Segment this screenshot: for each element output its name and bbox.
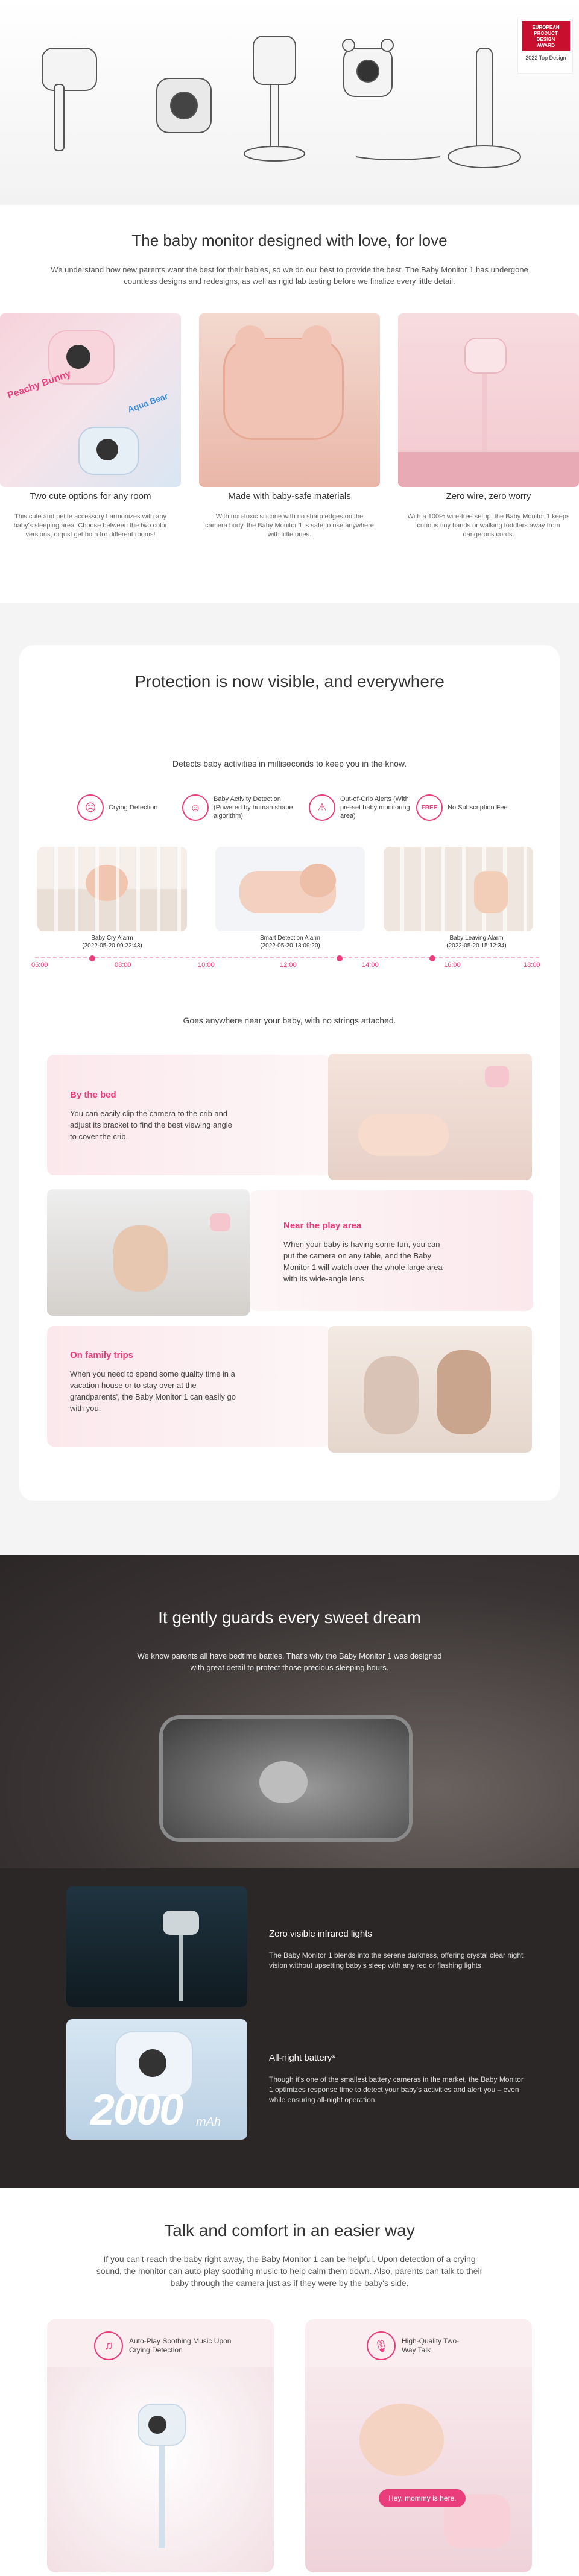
card-desc-materials: With non-toxic silicone with no sharp edges on the camera body, the Baby Monitor 1 is safe to use anywhere with little ones.	[205, 513, 374, 538]
card-desc-wire-free: With a 100% wire-free setup, the Baby Monitor 1 keeps curious tiny hands or walking toddlers away from dangerous cords.	[407, 513, 570, 538]
timeline-marker	[89, 955, 95, 961]
goes-anywhere-text: Goes anywhere near your baby, with no strings attached.	[183, 1016, 396, 1025]
feature-label: No Subscription Fee	[448, 804, 508, 811]
feature-activity	[182, 794, 303, 821]
timeline-tick: 06:00	[31, 961, 48, 969]
intro-title: The baby monitor designed with love, for love	[131, 231, 448, 250]
alert-time: (2022-05-20 15:12:34)	[446, 943, 507, 949]
timeline-tick: 14:00	[362, 961, 379, 969]
timeline-tick: 16:00	[444, 961, 461, 969]
feature-label: Baby Activity Detection (Powered by human shape algorithm)	[214, 796, 293, 820]
timeline-tick: 10:00	[198, 961, 215, 969]
talk-title: Talk and comfort in an easier way	[164, 2221, 415, 2240]
talk-feature-label	[367, 2331, 468, 2360]
cry-alarm-label	[58, 934, 166, 950]
award-line-2: PRODUCT	[534, 31, 558, 36]
infrared-title: Zero visible infrared lights	[269, 1929, 372, 1939]
feature-crying	[77, 794, 157, 821]
timeline-marker	[429, 955, 435, 961]
speech-bubble: Hey, mommy is here.	[379, 2489, 466, 2507]
baby-crib-photo	[328, 1054, 532, 1180]
talk-lead: If you can't reach the baby right away, the Baby Monitor 1 can be helpful. Upon detection of a crying sound, the monitor can auto-play soothing music to help calm them down. Also, parents can talk to their baby through the camera just as if they were by the baby's side.	[96, 2254, 483, 2288]
microphone-icon: 🎙	[367, 2331, 396, 2360]
card-title-materials: Made with baby-safe materials	[228, 491, 351, 501]
award-line-3: DESIGN	[536, 37, 555, 42]
feature-label: Out-of-Crib Alerts (With pre-set baby monitoring area)	[340, 796, 410, 820]
award-line-1: EUROPEAN	[532, 25, 560, 30]
battery-unit: mAh	[196, 2116, 221, 2129]
silicone-material-image	[199, 313, 380, 487]
battery-desc: Though it's one of the smallest battery cameras in the market, the Baby Monitor 1 optimizes response time to detect your baby's activities and alert you – even while ensuring all-night operation.	[269, 2075, 524, 2104]
cry-alarm-snapshot	[37, 847, 187, 931]
timeline-tick: 08:00	[115, 961, 131, 969]
battery-title: All-night battery*	[269, 2053, 336, 2063]
intro-section	[0, 0, 579, 603]
aqua-bear-tag: Aqua Bear	[126, 391, 169, 415]
timeline-tick: 12:00	[280, 961, 297, 969]
two-colors-image	[0, 313, 181, 487]
feature-label: Crying Detection	[109, 804, 158, 811]
night-title: It gently guards every sweet dream	[158, 1608, 421, 1627]
music-note-icon: ♫	[94, 2331, 123, 2360]
music-feature-label	[94, 2331, 232, 2360]
leaving-alarm-label	[422, 934, 531, 950]
infrared-desc: The Baby Monitor 1 blends into the serene darkness, offering crystal clear night vision without upsetting baby's sleep with any red or flashing lights.	[269, 1951, 524, 1970]
use-desc-trips: When you need to spend some quality time in a vacation house or to stay over at the grandparents', the Baby Monitor 1 can easily go with you.	[70, 1369, 236, 1413]
alert-name: Baby Leaving Alarm	[449, 935, 504, 941]
battery-capacity: 2000	[90, 2086, 183, 2134]
detect-text: Detects baby activities in milliseconds to keep you in the know.	[172, 759, 407, 768]
leaving-alarm-snapshot	[384, 847, 533, 931]
phone-night-view	[159, 1715, 413, 1842]
timeline-line	[35, 957, 539, 958]
use-desc-bed: You can easily clip the camera to the crib and adjust its bracket to find the best viewing angle to cover the crib.	[70, 1109, 232, 1141]
smart-detection-snapshot	[215, 847, 365, 931]
card-desc-two-options: This cute and petite accessory harmonizes with any baby's sleeping area. Choose between the two color versions, or just get both for different rooms!	[13, 513, 168, 538]
crying-face-icon: ☹	[77, 794, 104, 821]
card-title-wire-free: Zero wire, zero worry	[446, 491, 531, 501]
music-feature-text: Auto-Play Soothing Music Upon Crying Detection	[129, 2337, 232, 2354]
wire-free-image	[398, 313, 579, 487]
use-title-trips: On family trips	[70, 1350, 134, 1360]
intro-lead: We understand how new parents want the best for their babies, so we do our best to provide the best. The Baby Monitor 1 has undergone countless designs and redesigns, as well as rigid lab testing before we finalize every little detail.	[51, 265, 528, 286]
activity-detection-icon: ☺	[182, 794, 209, 821]
card-title-two-options: Two cute options for any room	[30, 491, 151, 501]
use-title-play: Near the play area	[283, 1220, 362, 1231]
protection-title: Protection is now visible, and everywhere	[134, 672, 445, 691]
night-lead: We know parents all have bedtime battles. That's why the Baby Monitor 1 was designed with great detail to protect those precious sleeping hours.	[137, 1651, 442, 1672]
free-icon: FREE	[416, 794, 443, 821]
timeline-tick: 18:00	[524, 961, 540, 969]
alert-name: Baby Cry Alarm	[91, 935, 133, 941]
talk-feature-text: High-Quality Two-Way Talk	[402, 2337, 460, 2354]
use-desc-play: When your baby is having some fun, you can put the camera on any table, and the Baby Monitor 1 will watch over the whole large area with its wide-angle lens.	[283, 1240, 443, 1283]
feature-no-fee	[416, 794, 508, 821]
battery-camera-image	[66, 2019, 247, 2140]
feature-out-of-crib	[309, 794, 411, 821]
alert-time: (2022-05-20 09:22:43)	[82, 943, 142, 949]
out-of-crib-icon: ⚠	[309, 794, 335, 821]
smart-alarm-label	[236, 934, 344, 950]
alert-time: (2022-05-20 13:09:20)	[260, 943, 320, 949]
award-subtitle: 2022 Top Design	[525, 55, 566, 61]
alert-name: Smart Detection Alarm	[259, 935, 321, 941]
play-area-photo	[47, 1189, 250, 1316]
family-photo	[328, 1326, 532, 1453]
peachy-bunny-tag: Peachy Bunny	[6, 368, 72, 401]
use-title-bed: By the bed	[70, 1090, 116, 1100]
timeline-marker	[337, 955, 343, 961]
award-line-4: AWARD	[537, 43, 555, 48]
infrared-camera-image	[66, 1886, 247, 2007]
